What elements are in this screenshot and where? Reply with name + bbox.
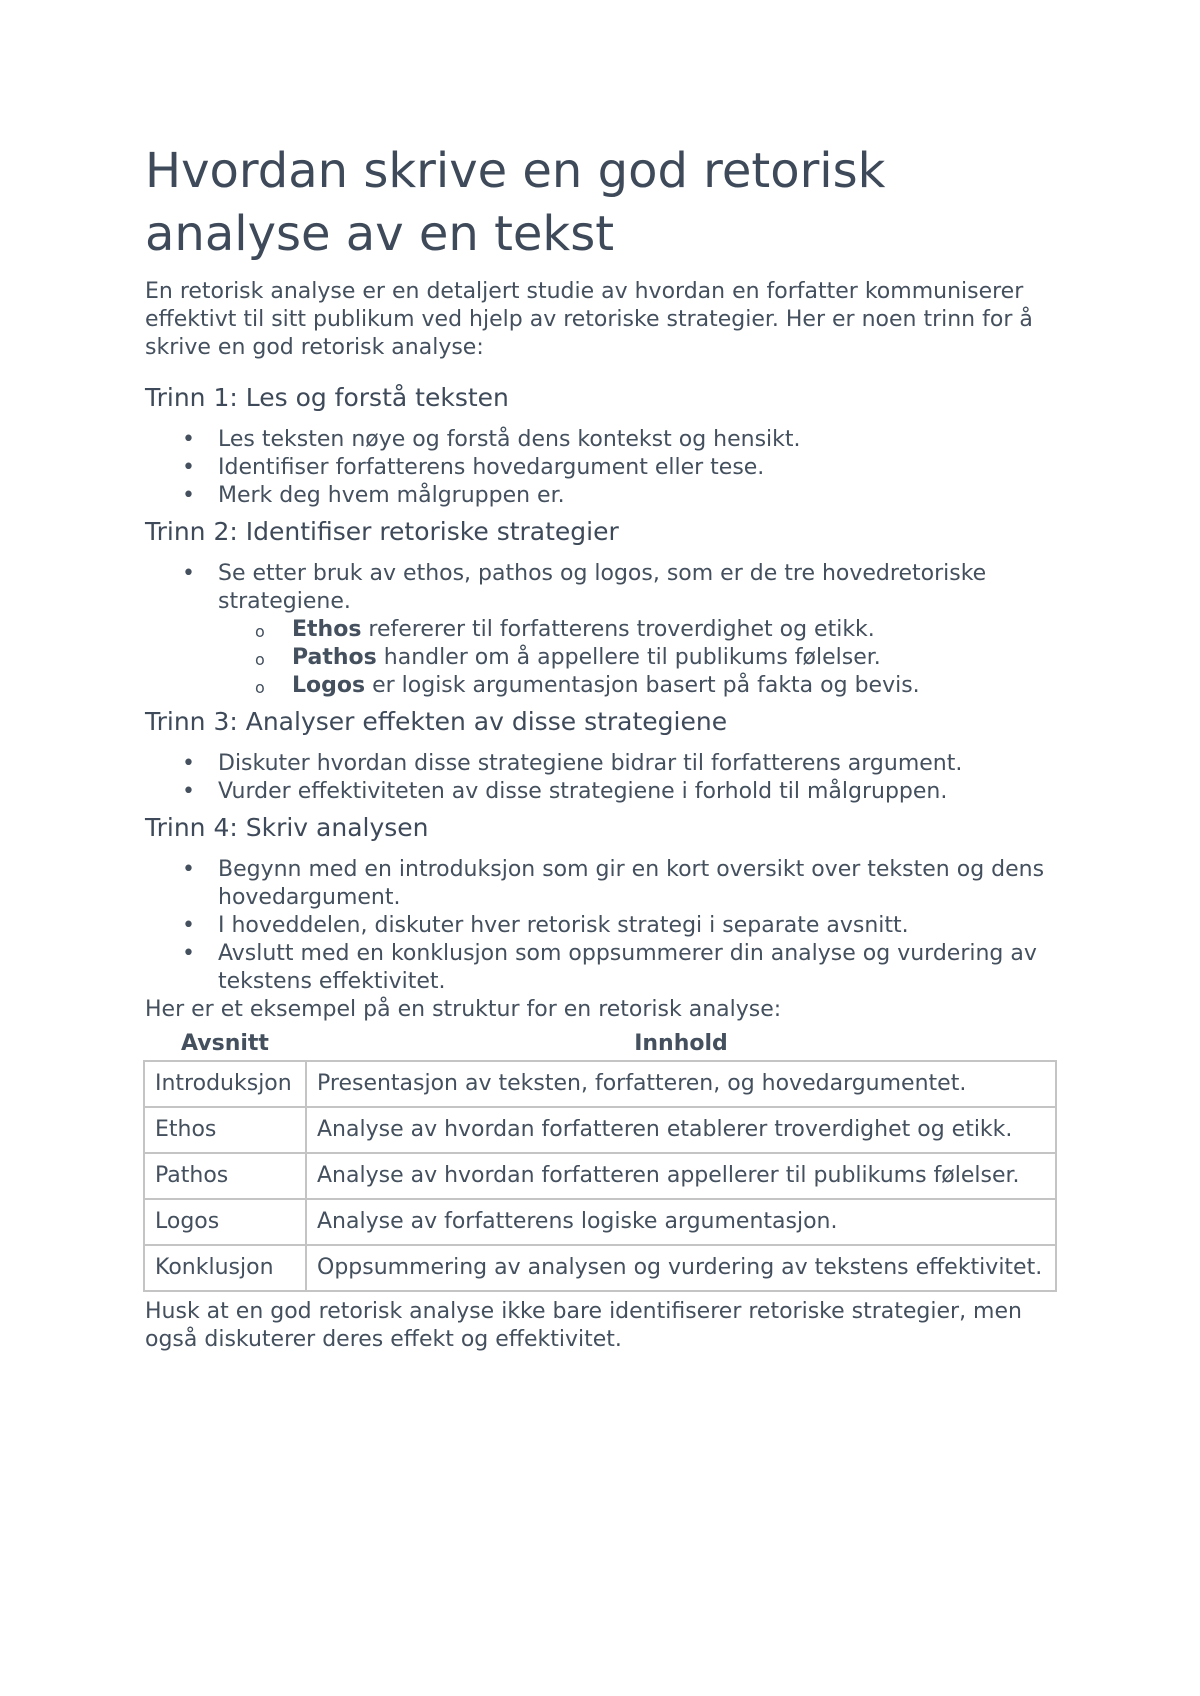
table-header-row (144, 1030, 1056, 1061)
list-item: • Avslutt med en konklusjon som oppsummerer din analyse og vurdering av tekstens effektivitet. (182, 941, 1037, 994)
circle-bullet-icon: o (255, 650, 265, 669)
step-1-list (145, 426, 1060, 510)
step-2-list (145, 560, 1060, 700)
bullet-icon: • (182, 561, 195, 586)
list-item: • Merk deg hvem målgruppen er. (182, 483, 565, 508)
example-intro: Her er et eksempel på en struktur for en retorisk analyse: (145, 997, 782, 1022)
circle-bullet-icon: o (255, 678, 265, 697)
table-cell-content: Oppsummering av analysen og vurdering av tekstens effektivitet. (306, 1245, 1056, 1291)
column-header-content: Innhold (634, 1031, 728, 1056)
step-4-heading: Trinn 4: Skriv analysen (145, 813, 429, 842)
table-row (144, 1153, 1056, 1199)
table-row (144, 1107, 1056, 1153)
bullet-icon: • (182, 483, 195, 508)
bullet-icon: • (182, 751, 195, 776)
circle-bullet-icon: o (255, 622, 265, 641)
step-1-heading: Trinn 1: Les og forstå teksten (145, 383, 509, 412)
list-item: • Se etter bruk av ethos, pathos og logos, som er de tre hovedretoriske strategiene. o Ethos refererer til forfatterens troverdighet og etikk. o Pathos handler om å appellere til publikums følelser. o Logos er logisk argumentasjon basert på fakta og bevis. (145, 560, 1060, 700)
step-2-heading: Trinn 2: Identifiser retoriske strategier (145, 517, 619, 546)
page-title: Hvordan skrive en god retorisk analyse av en tekst (145, 143, 886, 262)
table-row (144, 1245, 1056, 1291)
bullet-icon: • (182, 913, 195, 938)
sublist-item-ethos: o Ethos refererer til forfatterens troverdighet og etikk. (145, 616, 1060, 644)
document-page (145, 140, 1060, 1354)
bullet-icon: • (182, 779, 195, 804)
bullet-icon: • (182, 941, 195, 966)
closing-paragraph: Husk at en god retorisk analyse ikke bare identifiserer retoriske strategier, men også diskuterer deres effekt og effektivitet. (145, 1299, 1022, 1352)
table-cell-section: Konklusjon (144, 1245, 306, 1291)
intro-paragraph: En retorisk analyse er en detaljert studie av hvordan en forfatter kommuniserer effektivt til sitt publikum ved hjelp av retoriske strategier. Her er noen trinn for å skrive en god retorisk analyse: (145, 279, 1033, 360)
structure-table (143, 1030, 1057, 1292)
table-cell-section: Ethos (144, 1107, 306, 1153)
table-cell-content: Analyse av forfatterens logiske argumentasjon. (306, 1199, 1056, 1245)
rhetoric-sublist (145, 616, 1060, 700)
step-3-list (145, 750, 1060, 806)
table-cell-section: Pathos (144, 1153, 306, 1199)
step-3-heading: Trinn 3: Analyser effekten av disse strategiene (145, 707, 728, 736)
table-cell-content: Analyse av hvordan forfatteren etablerer troverdighet og etikk. (306, 1107, 1056, 1153)
list-item: • Identifiser forfatterens hovedargument eller tese. (182, 455, 765, 480)
table-cell-section: Logos (144, 1199, 306, 1245)
list-item: • Vurder effektiviteten av disse strategiene i forhold til målgruppen. (182, 779, 948, 804)
table-row (144, 1061, 1056, 1107)
column-header-section: Avsnitt (181, 1031, 269, 1056)
table-row (144, 1199, 1056, 1245)
table-cell-content: Presentasjon av teksten, forfatteren, og hovedargumentet. (306, 1061, 1056, 1107)
table-cell-content: Analyse av hvordan forfatteren appellerer til publikums følelser. (306, 1153, 1056, 1199)
bullet-icon: • (182, 857, 195, 882)
sublist-item-logos: o Logos er logisk argumentasjon basert på fakta og bevis. (145, 672, 1060, 700)
sublist-item-pathos: o Pathos handler om å appellere til publikums følelser. (145, 644, 1060, 672)
list-item: • Diskuter hvordan disse strategiene bidrar til forfatterens argument. (182, 751, 963, 776)
table-cell-section: Introduksjon (144, 1061, 306, 1107)
list-item: • Begynn med en introduksjon som gir en kort oversikt over teksten og dens hovedargument. (182, 857, 1045, 910)
list-item: • I hoveddelen, diskuter hver retorisk strategi i separate avsnitt. (182, 913, 909, 938)
bullet-icon: • (182, 455, 195, 480)
bullet-icon: • (182, 427, 195, 452)
list-item: • Les teksten nøye og forstå dens kontekst og hensikt. (182, 427, 801, 452)
step-4-list (145, 856, 1060, 996)
